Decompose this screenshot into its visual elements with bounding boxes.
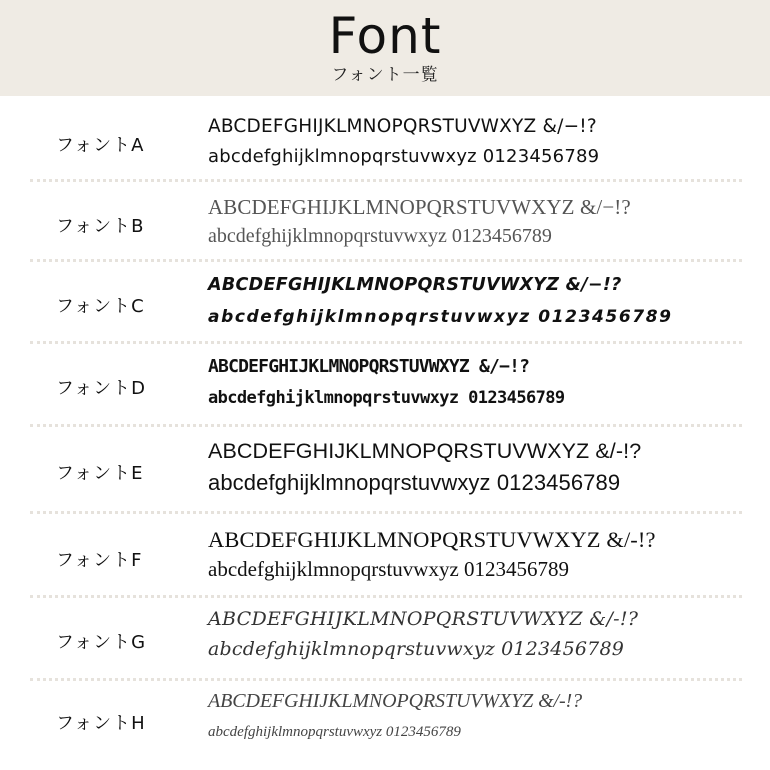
dotted-divider bbox=[30, 259, 742, 262]
font-sample-lowercase: abcdefghijklmnopqrstuvwxyz 0123456789 bbox=[208, 557, 570, 581]
font-sample-lowercase: abcdefghijklmnopqrstuvwxyz 0123456789 bbox=[208, 307, 673, 327]
font-label: フォントF bbox=[56, 550, 143, 571]
dotted-divider bbox=[30, 678, 742, 681]
font-sample-uppercase: ABCDEFGHIJKLMNOPQRSTUVWXYZ &/-!? bbox=[208, 439, 642, 463]
font-row-c bbox=[0, 272, 770, 334]
dotted-divider bbox=[30, 341, 742, 344]
font-sample-uppercase: ABCDEFGHIJKLMNOPQRSTUVWXYZ &/−!? bbox=[208, 356, 530, 377]
font-label: フォントD bbox=[56, 378, 146, 399]
font-row-b bbox=[0, 192, 770, 254]
font-row-d bbox=[0, 352, 770, 416]
font-sample-uppercase: ABCDEFGHIJKLMNOPQRSTUVWXYZ &/−!? bbox=[208, 195, 631, 219]
font-sample-lowercase: abcdefghijklmnopqrstuvwxyz 0123456789 bbox=[208, 470, 621, 495]
font-sample-lowercase: abcdefghijklmnopqrstuvwxyz 0123456789 bbox=[208, 146, 600, 167]
font-label: フォントE bbox=[56, 463, 144, 484]
dotted-divider bbox=[30, 424, 742, 427]
font-label: フォントH bbox=[56, 713, 146, 734]
font-row-h bbox=[0, 688, 770, 752]
font-sample-lowercase: abcdefghijklmnopqrstuvwxyz 0123456789 bbox=[208, 388, 565, 408]
font-row-a bbox=[0, 112, 770, 174]
font-sample-lowercase: abcdefghijklmnopqrstuvwxyz 0123456789 bbox=[208, 724, 461, 740]
font-sample-uppercase: ABCDEFGHIJKLMNOPQRSTUVWXYZ &/-!? bbox=[208, 527, 656, 552]
font-row-f bbox=[0, 524, 770, 590]
dotted-divider bbox=[30, 511, 742, 514]
dotted-divider bbox=[30, 179, 742, 182]
font-row-e bbox=[0, 436, 770, 506]
header-banner bbox=[0, 0, 770, 96]
font-label: フォントG bbox=[56, 632, 147, 653]
font-sample-uppercase: ABCDEFGHIJKLMNOPQRSTUVWXYZ &/−!? bbox=[208, 116, 597, 137]
font-sample-uppercase: ABCDEFGHIJKLMNOPQRSTUVWXYZ &/−!? bbox=[208, 275, 622, 295]
dotted-divider bbox=[30, 595, 742, 598]
font-row-g bbox=[0, 606, 770, 670]
page-title: Font bbox=[328, 7, 442, 65]
font-sample-lowercase: abcdefghijklmnopqrstuvwxyz 0123456789 bbox=[208, 225, 552, 247]
font-sample-lowercase: abcdefghijklmnopqrstuvwxyz 0123456789 bbox=[208, 638, 625, 660]
font-sample-uppercase: ABCDEFGHIJKLMNOPQRSTUVWXYZ &/-!? bbox=[208, 690, 582, 712]
font-sample-uppercase: ABCDEFGHIJKLMNOPQRSTUVWXYZ &/-!? bbox=[208, 608, 639, 630]
page-subtitle: フォント一覧 bbox=[331, 65, 439, 85]
font-label: フォントA bbox=[56, 135, 145, 156]
font-label: フォントC bbox=[56, 296, 145, 317]
font-label: フォントB bbox=[56, 216, 145, 237]
